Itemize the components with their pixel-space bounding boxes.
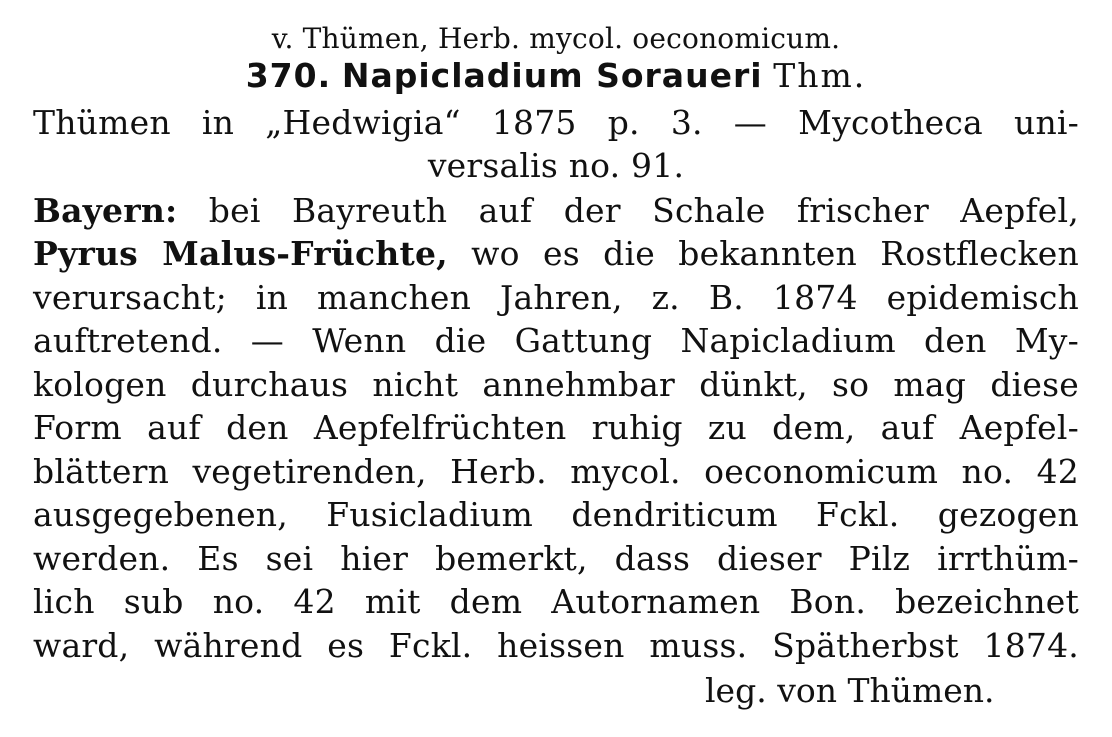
collector-signature: leg. von Thümen. xyxy=(705,671,995,710)
body-line-8: ausgegebenen, Fusicladium dendriticum Fckl. gezogen xyxy=(33,495,1079,534)
body-line-2-text: wo es die bekannten Rostflecken xyxy=(471,234,1079,273)
body-line-1 xyxy=(33,190,1079,232)
citation-line-2: versalis no. 91. xyxy=(427,146,685,185)
body-line-10: lich sub no. 42 mit dem Autornamen Bon. bezeichnet xyxy=(33,582,1079,621)
body-line-4: auftretend. — Wenn die Gattung Napicladium den My- xyxy=(33,321,1079,360)
running-header: v. Thümen, Herb. mycol. oeconomicum. xyxy=(271,22,841,55)
citation-line-1: Thümen in „Hedwigia“ 1875 p. 3. — Mycotheca uni- xyxy=(33,103,1079,142)
body-line-7: blättern vegetirenden, Herb. mycol. oeconomicum no. 42 xyxy=(33,452,1079,491)
species-title xyxy=(0,55,1112,97)
body-line-3: verursacht; in manchen Jahren, z. B. 1874 epidemisch xyxy=(33,278,1079,317)
body-line-9: werden. Es sei hier bemerkt, dass dieser Pilz irrthüm- xyxy=(33,539,1079,578)
host-name: Pyrus Malus-Früchte, xyxy=(33,234,448,273)
region-name: Bayern: xyxy=(33,191,178,230)
species-name: Napicladium Soraueri xyxy=(341,56,763,95)
specimen-number: 370. xyxy=(245,56,332,95)
body-line-2 xyxy=(33,233,1079,275)
body-line-5: kologen durchaus nicht annehmbar dünkt, so mag diese xyxy=(33,365,1079,404)
body-line-11: ward, während es Fckl. heissen muss. Spätherbst 1874. xyxy=(33,626,1079,665)
species-author: Thm. xyxy=(773,56,867,95)
body-line-1-text: bei Bayreuth auf der Schale frischer Aepfel, xyxy=(208,191,1079,230)
body-line-6: Form auf den Aepfelfrüchten ruhig zu dem, auf Aepfel- xyxy=(33,408,1079,447)
